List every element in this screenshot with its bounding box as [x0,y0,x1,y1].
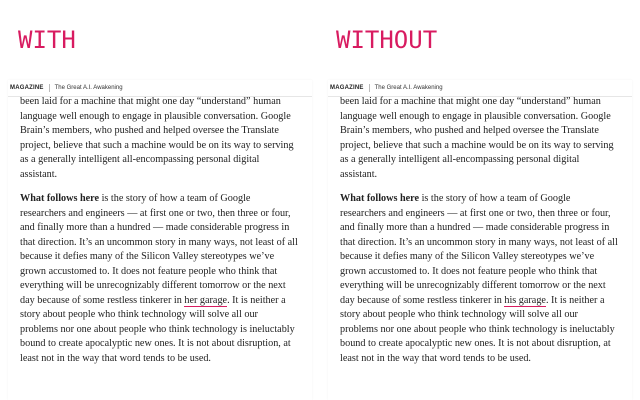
without-label: WITHOUT [336,26,438,54]
highlighted-phrase: his garage [504,294,546,306]
article-without [328,80,632,400]
lead-text: What follows here [340,193,420,204]
paragraph-2-part-2: . It is neither a story about people who think technology will solve all our problems nor one about people who think technology is ineluctably bound to create apocalyptic new ones. It is not about disruption, at least not in the way that word tends to be used. [340,294,615,364]
paragraph-2-part-2: . It is neither a story about people who think technology will solve all our problems nor one about people who think technology is ineluctably bound to create apocalyptic new ones. It is not about disruption, at least not in the way that word tends to be used. [20,294,295,364]
masthead-section[interactable]: MAGAZINE [330,85,364,91]
masthead-divider [49,84,50,92]
masthead-divider [369,84,370,92]
paragraph-2 [340,192,618,366]
paragraph-1: been laid for a machine that might one day “understand” human language well enough to engage in plausible conversation. Google Brain’s members, who pushed and helped oversee the Translate project, believe that such a machine would be on its way to serving as a generally intelligent all-encompassing personal digital assistant. [340,96,614,180]
article-body [328,95,632,366]
panel-without [320,0,640,400]
paragraph-2 [20,192,298,366]
with-label: WITH [18,26,76,54]
paragraph-2-part-1: is the story of how a team of Google researchers and engineers — at first one or two, then three or four, and finally more than a hundred — made considerable progress in that direction. It’s an uncommon story in many ways, not least of all because it defies many of the Silicon Valley stereotypes we’ve grown accustomed to. It does not feature people who think that everything will be unrecognizably different tomorrow or the next day because of some restless tinkerer in [340,193,618,306]
paragraph-1: been laid for a machine that might one day “understand” human language well enough to engage in plausible conversation. Google Brain’s members, who pushed and helped oversee the Translate project, believe that such a machine would be on its way to serving as a generally intelligent all-encompassing personal digital assistant. [20,96,294,180]
masthead-title: The Great A.I. Awakening [54,85,123,91]
masthead-title: The Great A.I. Awakening [374,85,443,91]
masthead-section[interactable]: MAGAZINE [10,85,44,91]
lead-text: What follows here [20,193,100,204]
paragraph-2-part-1: is the story of how a team of Google researchers and engineers — at first one or two, then three or four, and finally more than a hundred — made considerable progress in that direction. It’s an uncommon story in many ways, not least of all because it defies many of the Silicon Valley stereotypes we’ve grown accustomed to. It does not feature people who think that everything will be unrecognizably different tomorrow or the next day because of some restless tinkerer in [20,193,298,306]
article-body [8,95,312,366]
highlighted-phrase: her garage [184,294,228,306]
article-with [8,80,312,400]
